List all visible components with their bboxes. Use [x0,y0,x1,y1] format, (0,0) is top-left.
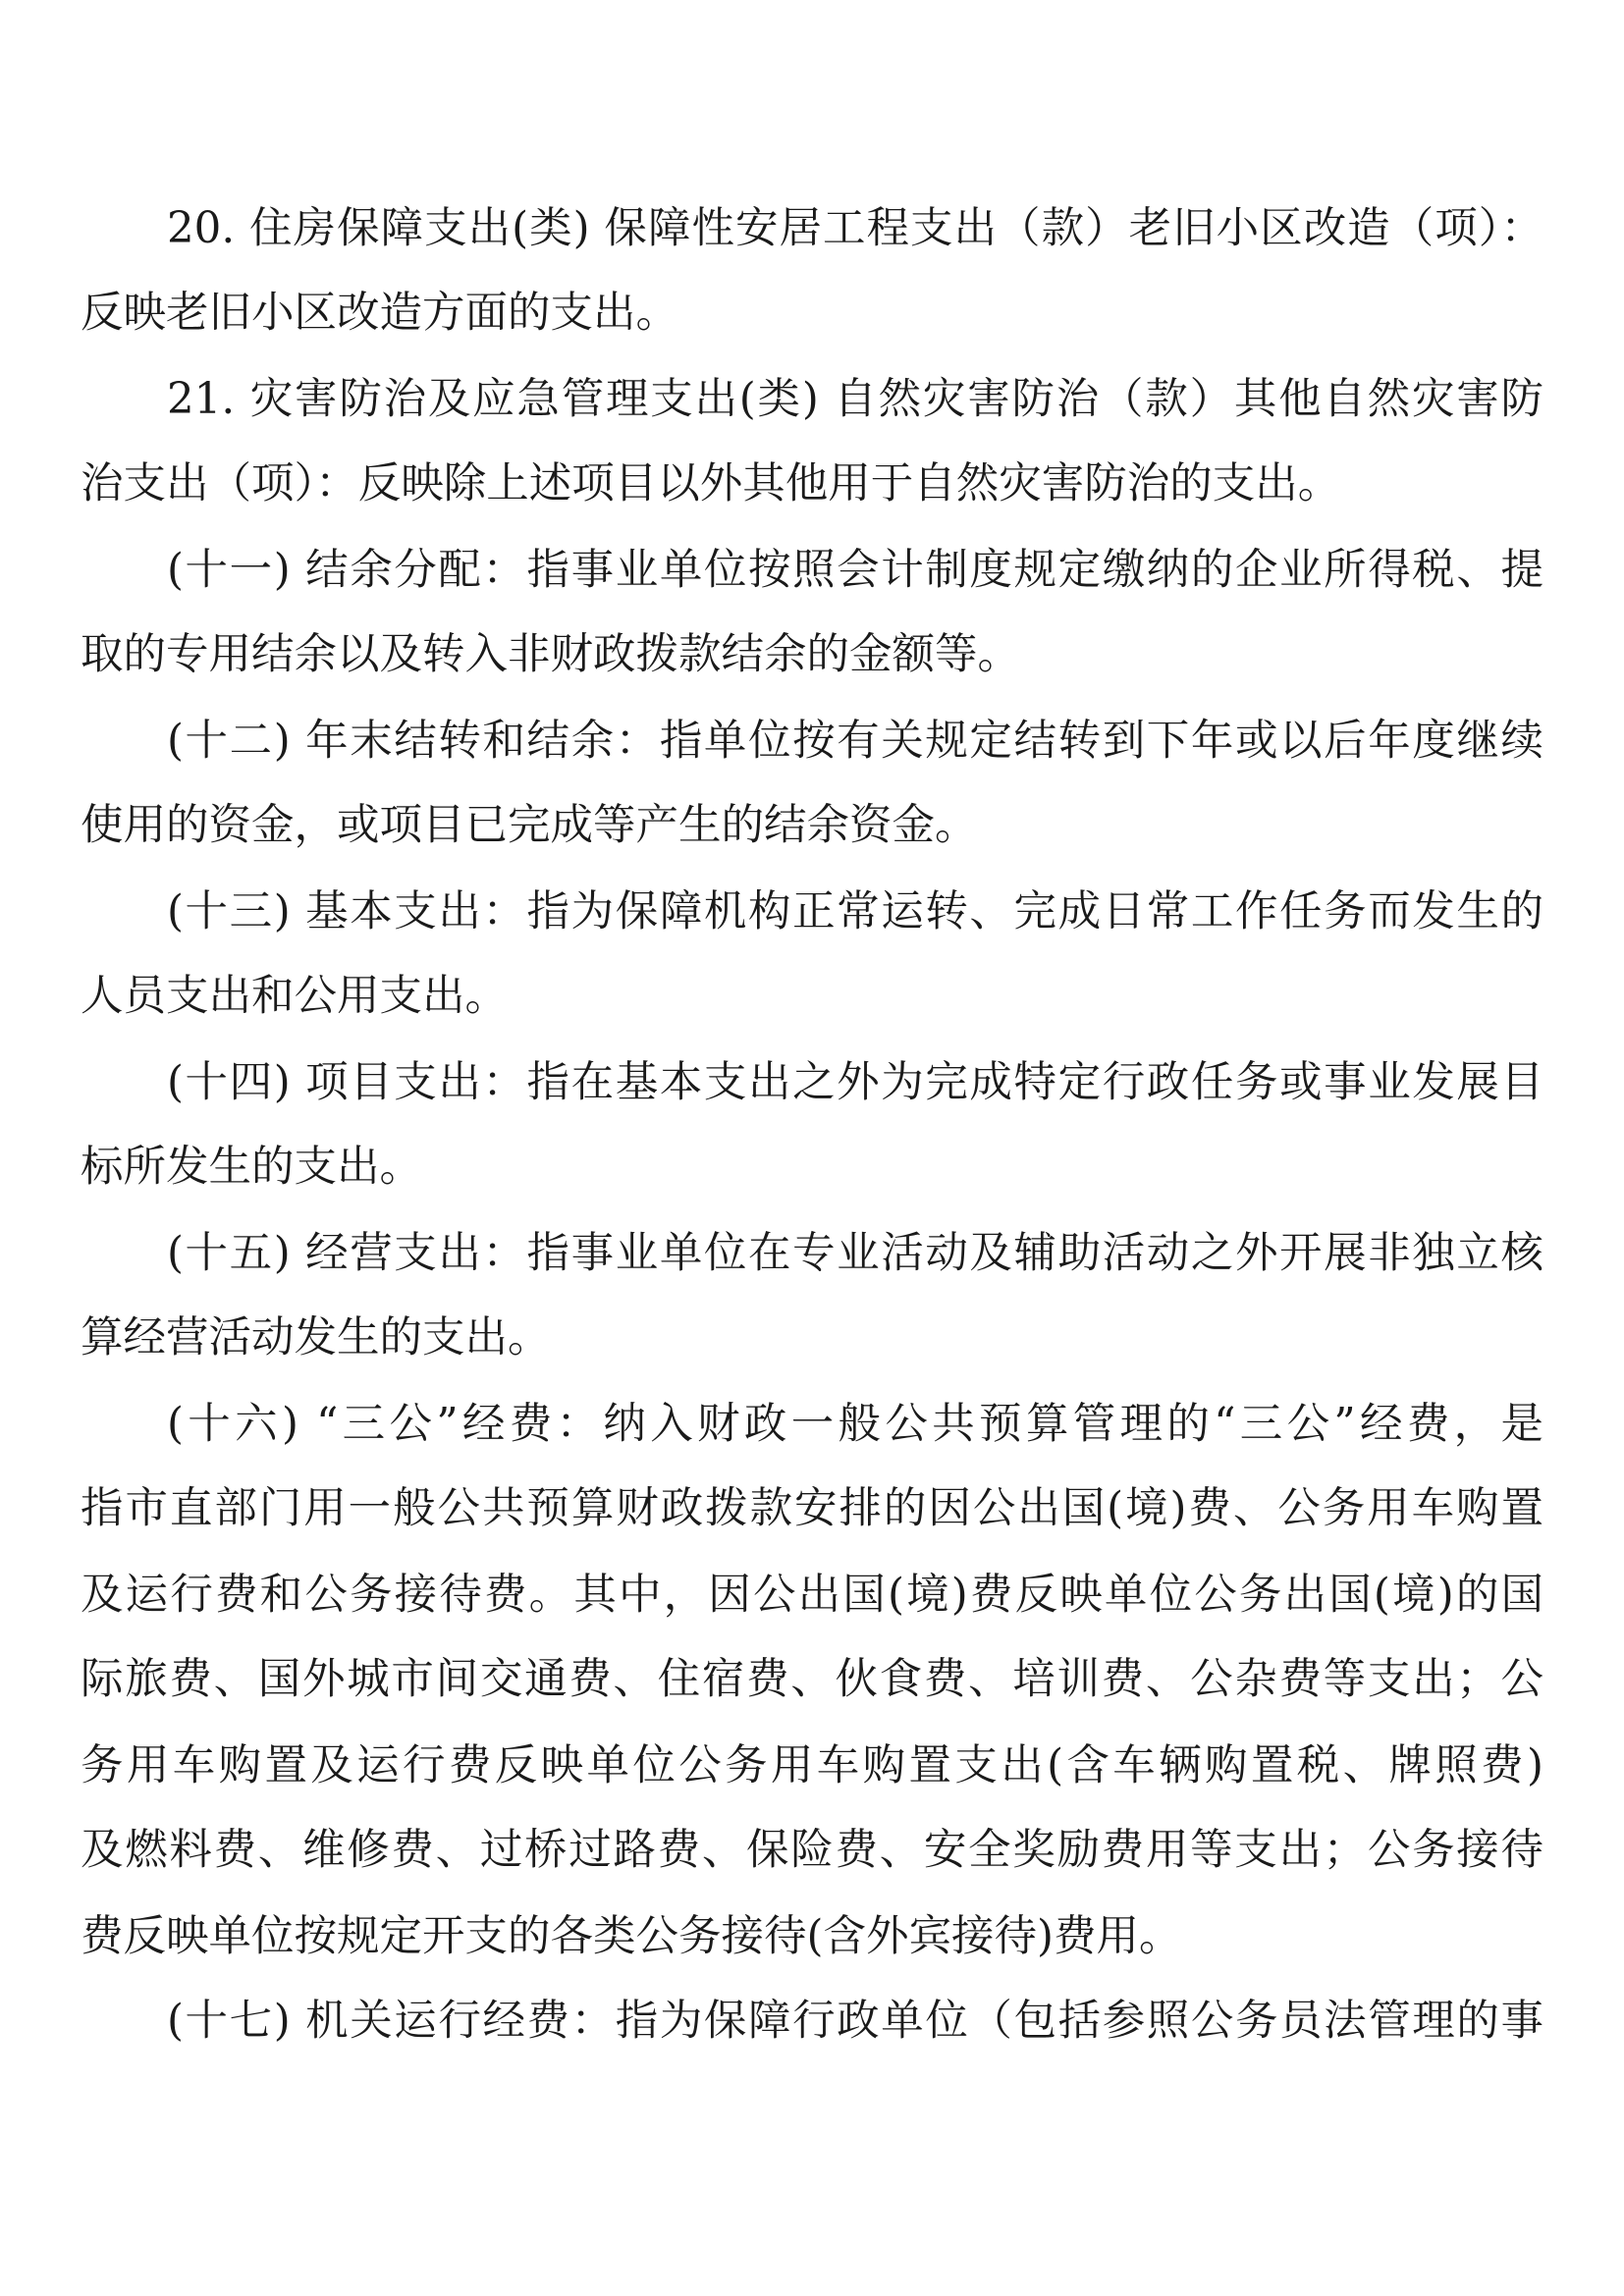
section-14-line-1: (十四) 项目支出：指在基本支出之外为完成特定行政任务或事业发展目 [167,1058,1543,1107]
section-16-line-5: 务用车购置及运行费反映单位公务用车购置支出(含车辆购置税、牌照费) [81,1741,1543,1790]
section-16-line-6: 及燃料费、维修费、过桥过路费、保险费、安全奖励费用等支出；公务接待 [81,1826,1543,1875]
section-15-line-2: 算经营活动发生的支出。 [81,1313,551,1362]
section-11-line-1: (十一) 结余分配：指事业单位按照会计制度规定缴纳的企业所得税、提 [167,546,1543,595]
item-21-line-1: 21. 灾害防治及应急管理支出(类) 自然灾害防治（款）其他自然灾害防 [167,375,1543,424]
section-16-line-2: 指市直部门用一般公共预算财政拨款安排的因公出国(境)费、公务用车购置 [81,1484,1543,1533]
section-16-line-4: 际旅费、国外城市间交通费、住宿费、伙食费、培训费、公杂费等支出；公 [81,1655,1543,1704]
section-15-line-1: (十五) 经营支出：指事业单位在专业活动及辅助活动之外开展非独立核 [167,1229,1543,1278]
section-13-line-2: 人员支出和公用支出。 [81,972,508,1021]
section-16-line-1: (十六) “三公”经费：纳入财政一般公共预算管理的“三公”经费，是 [167,1400,1543,1449]
section-12-line-1: (十二) 年末结转和结余：指单位按有关规定结转到下年或以后年度继续 [167,717,1543,766]
section-17-line-1: (十七) 机关运行经费：指为保障行政单位（包括参照公务员法管理的事 [167,1997,1543,2046]
section-13-line-1: (十三) 基本支出：指为保障机构正常运转、完成日常工作任务而发生的 [167,887,1543,936]
item-20-line-1: 20. 住房保障支出(类) 保障性安居工程支出（款）老旧小区改造（项）： [167,204,1543,253]
section-16-line-3: 及运行费和公务接待费。其中，因公出国(境)费反映单位公务出国(境)的国 [81,1571,1543,1620]
section-16-line-7: 费反映单位按规定开支的各类公务接待(含外宾接待)费用。 [81,1912,1182,1961]
section-12-line-2: 使用的资金，或项目已完成等产生的结余资金。 [81,801,978,850]
item-20-line-2: 反映老旧小区改造方面的支出。 [81,289,678,338]
section-14-line-2: 标所发生的支出。 [81,1143,422,1192]
item-21-line-2: 治支出（项）：反映除上述项目以外其他用于自然灾害防治的支出。 [81,459,1341,508]
section-11-line-2: 取的专用结余以及转入非财政拨款结余的金额等。 [81,630,1020,679]
